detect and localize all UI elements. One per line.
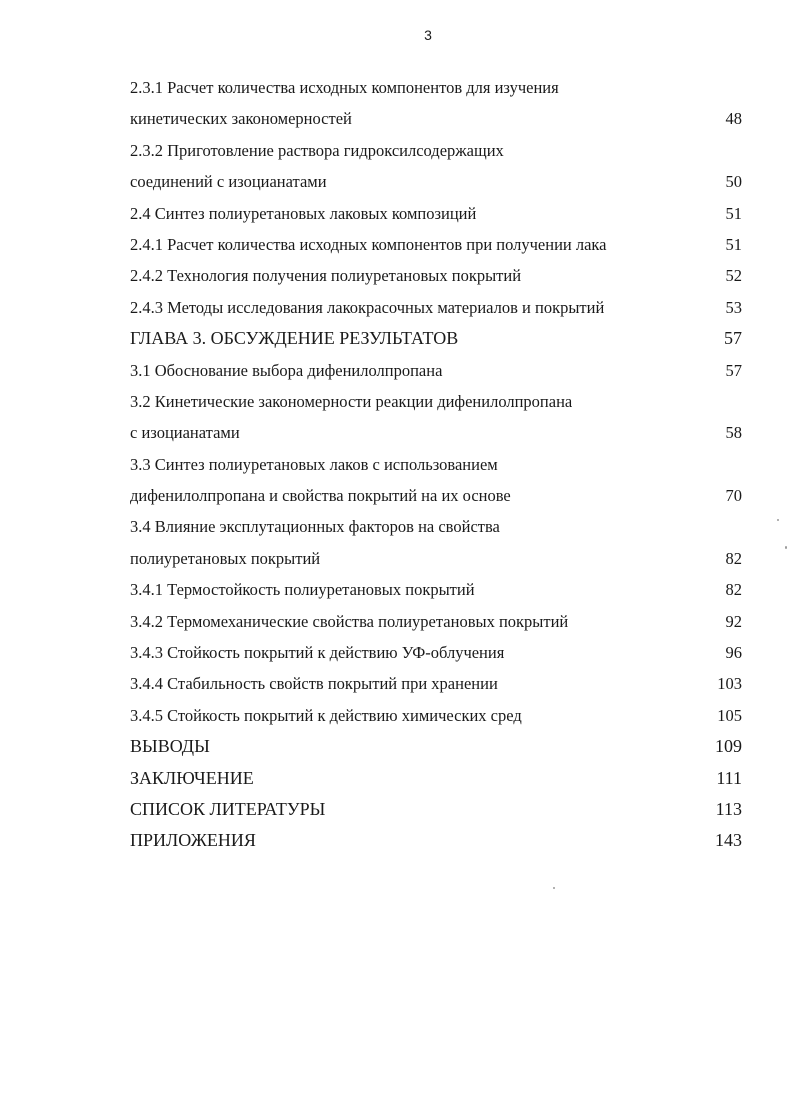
toc-entry-title: 2.3.1 Расчет количества исходных компонентов для изучения (130, 78, 559, 97)
toc-entry-page: 111 (716, 767, 742, 788)
toc-entry (130, 260, 742, 291)
toc-entry-page: 82 (725, 548, 742, 568)
page-number: 3 (424, 27, 432, 43)
toc-entry (130, 668, 742, 699)
toc-entry-title: 2.4 Синтез полиуретановых лаковых композиций (130, 203, 477, 223)
table-of-contents (130, 72, 742, 857)
toc-entry-page: 51 (725, 203, 742, 223)
toc-entry-title: кинетических закономерностей (130, 109, 352, 129)
toc-chapter-heading (130, 323, 742, 354)
toc-entry-page: 113 (715, 798, 742, 819)
toc-entry (130, 511, 742, 542)
toc-entry-title: СПИСОК ЛИТЕРАТУРЫ (130, 798, 326, 819)
toc-entry-title: 3.4.3 Стойкость покрытий к действию УФ-облучения (130, 643, 505, 663)
toc-entry-title: соединений с изоцианатами (130, 172, 327, 192)
toc-entry-page: 96 (725, 643, 742, 663)
scan-speck (553, 887, 555, 889)
toc-entry-page: 70 (725, 486, 742, 506)
toc-entry (130, 166, 742, 197)
toc-entry-title: 3.4.5 Стойкость покрытий к действию химических сред (130, 705, 522, 725)
toc-entry-page: 143 (715, 830, 742, 851)
toc-entry-title: 2.4.2 Технология получения полиуретановых покрытий (130, 266, 522, 286)
scan-speck (785, 546, 787, 549)
toc-entry (130, 135, 742, 166)
toc-entry-title: 3.3 Синтез полиуретановых лаков с использованием (130, 454, 498, 474)
toc-entry-page: 51 (725, 234, 742, 254)
toc-section-heading (130, 825, 742, 856)
toc-entry (130, 606, 742, 637)
toc-entry-title: 3.4.1 Термостойкость полиуретановых покрытий (130, 580, 475, 600)
toc-entry-title: 3.4.2 Термомеханические свойства полиуретановых покрытий (130, 611, 569, 631)
toc-entry-title: дифенилолпропана и свойства покрытий на их основе (130, 486, 511, 506)
toc-entry (130, 103, 742, 134)
toc-entry (130, 198, 742, 229)
toc-entry (130, 355, 742, 386)
toc-entry-title: полиуретановых покрытий (130, 548, 321, 568)
toc-entry (130, 700, 742, 731)
toc-entry (130, 386, 742, 417)
toc-entry (130, 637, 742, 668)
toc-entry-page: 50 (725, 172, 742, 192)
toc-entry-page: 57 (725, 360, 742, 380)
toc-entry-title: ЗАКЛЮЧЕНИЕ (130, 767, 254, 788)
toc-entry-title: 2.3.2 Приготовление раствора гидроксилсодержащих (130, 140, 504, 160)
toc-entry-page: 105 (717, 705, 742, 725)
toc-entry (130, 480, 742, 511)
toc-section-heading (130, 731, 742, 762)
toc-entry-page: 82 (725, 580, 742, 600)
scan-speck (777, 519, 779, 521)
toc-entry-page: 53 (725, 297, 742, 317)
toc-entry-page: 58 (725, 423, 742, 443)
toc-entry-title: ВЫВОДЫ (130, 736, 210, 757)
toc-entry (130, 543, 742, 574)
toc-section-heading (130, 763, 742, 794)
toc-entry-title: ПРИЛОЖЕНИЯ (130, 830, 256, 851)
toc-entry-page: 48 (725, 109, 742, 129)
toc-section-heading (130, 794, 742, 825)
toc-entry-page: 103 (717, 674, 742, 694)
toc-entry-title: 3.1 Обоснование выбора дифенилолпропана (130, 360, 443, 380)
toc-entry-title: 2.4.1 Расчет количества исходных компонентов при получении лака (130, 234, 607, 254)
toc-entry-title: 3.2 Кинетические закономерности реакции дифенилолпропана (130, 391, 573, 411)
toc-entry (130, 417, 742, 448)
toc-entry-title: ГЛАВА 3. ОБСУЖДЕНИЕ РЕЗУЛЬТАТОВ (130, 328, 459, 349)
toc-entry-page: 92 (725, 611, 742, 631)
toc-entry-title: 3.4.4 Стабильность свойств покрытий при хранении (130, 674, 498, 694)
toc-entry (130, 72, 742, 103)
toc-entry-title: 3.4 Влияние эксплутационных факторов на свойства (130, 517, 500, 537)
toc-entry (130, 574, 742, 605)
toc-entry-title: с изоцианатами (130, 423, 240, 443)
toc-entry-page: 57 (724, 328, 742, 349)
toc-entry (130, 449, 742, 480)
toc-entry-title: 2.4.3 Методы исследования лакокрасочных материалов и покрытий (130, 297, 605, 317)
toc-entry-page: 52 (725, 266, 742, 286)
toc-entry (130, 229, 742, 260)
toc-entry-page: 109 (715, 736, 742, 757)
toc-entry (130, 292, 742, 323)
